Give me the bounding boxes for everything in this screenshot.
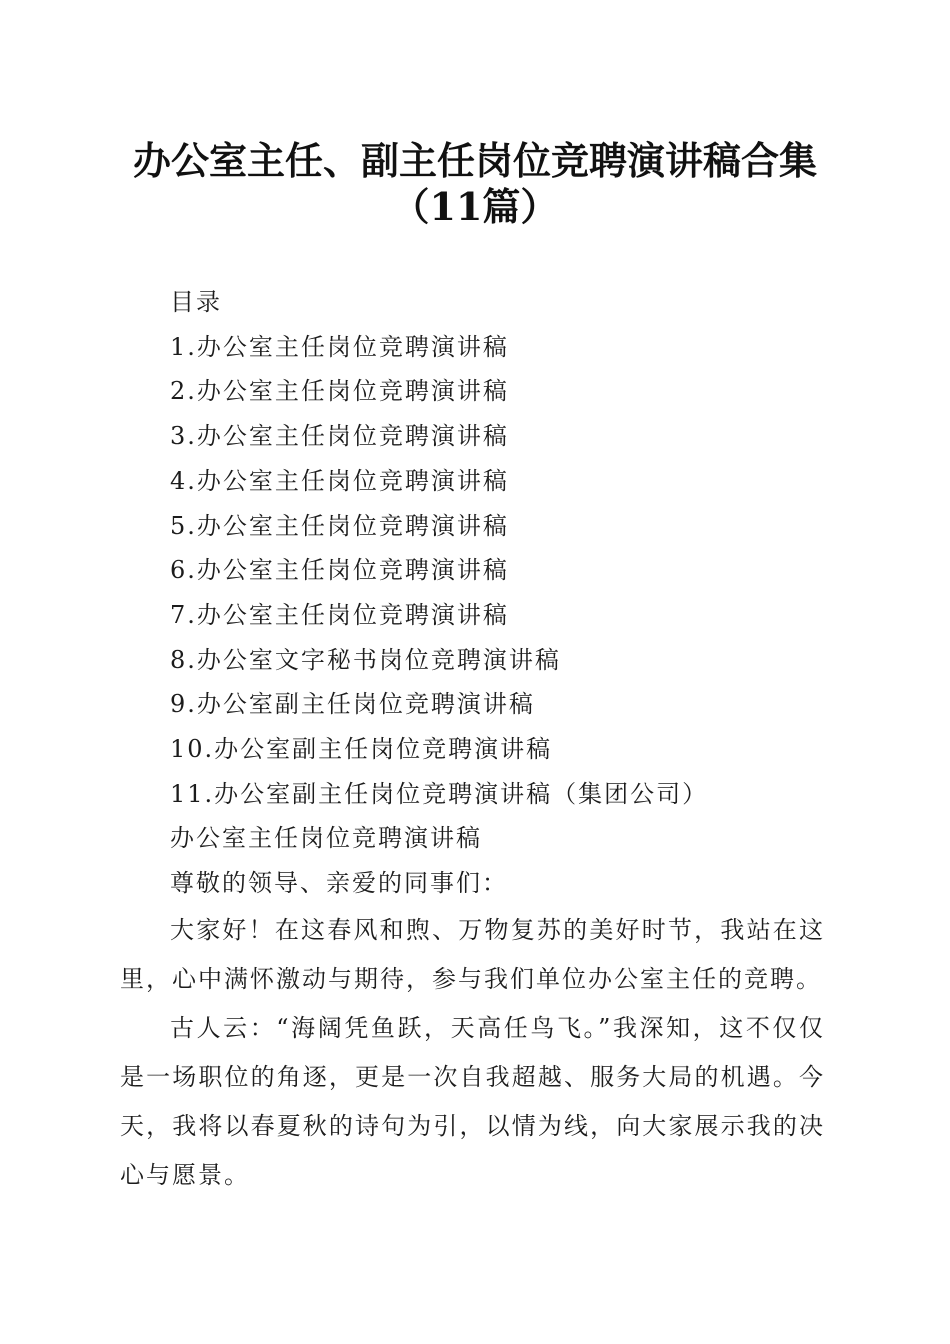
body-paragraph: 古人云：“海阔凭鱼跃，天高任鸟飞。”我深知，这不仅仅是一场职位的角逐，更是一次自我超越、服务大局的机遇。今天，我将以春夏秋的诗句为引，以情为线，向大家展示我的决心与愿景。 xyxy=(120,1013,825,1189)
section-title: 办公室主任岗位竞聘演讲稿 xyxy=(170,824,482,853)
toc-item: 5.办公室主任岗位竞聘演讲稿 xyxy=(170,511,509,540)
toc-item: 3.办公室主任岗位竞聘演讲稿 xyxy=(170,422,509,451)
document-body xyxy=(120,280,825,1200)
toc-item: 8.办公室文字秘书岗位竞聘演讲稿 xyxy=(170,645,561,674)
body-paragraph: 大家好！在这春风和煦、万物复苏的美好时节，我站在这里，心中满怀激动与期待，参与我们单位办公室主任的竞聘。 xyxy=(120,915,825,993)
toc-item: 11.办公室副主任岗位竞聘演讲稿（集团公司） xyxy=(170,779,709,808)
toc-item: 6.办公室主任岗位竞聘演讲稿 xyxy=(170,556,509,585)
toc-item: 1.办公室主任岗位竞聘演讲稿 xyxy=(170,332,509,361)
toc-heading: 目录 xyxy=(170,288,222,316)
toc-item: 7.办公室主任岗位竞聘演讲稿 xyxy=(170,600,509,629)
salutation: 尊敬的领导、亲爱的同事们： xyxy=(170,869,508,898)
toc-item: 2.办公室主任岗位竞聘演讲稿 xyxy=(170,377,509,406)
toc-item: 4.办公室主任岗位竞聘演讲稿 xyxy=(170,466,509,495)
document-title: 办公室主任、副主任岗位竞聘演讲稿合集（11篇） xyxy=(132,138,817,229)
toc-item: 9.办公室副主任岗位竞聘演讲稿 xyxy=(170,690,535,719)
toc-item: 10.办公室副主任岗位竞聘演讲稿 xyxy=(170,735,553,764)
